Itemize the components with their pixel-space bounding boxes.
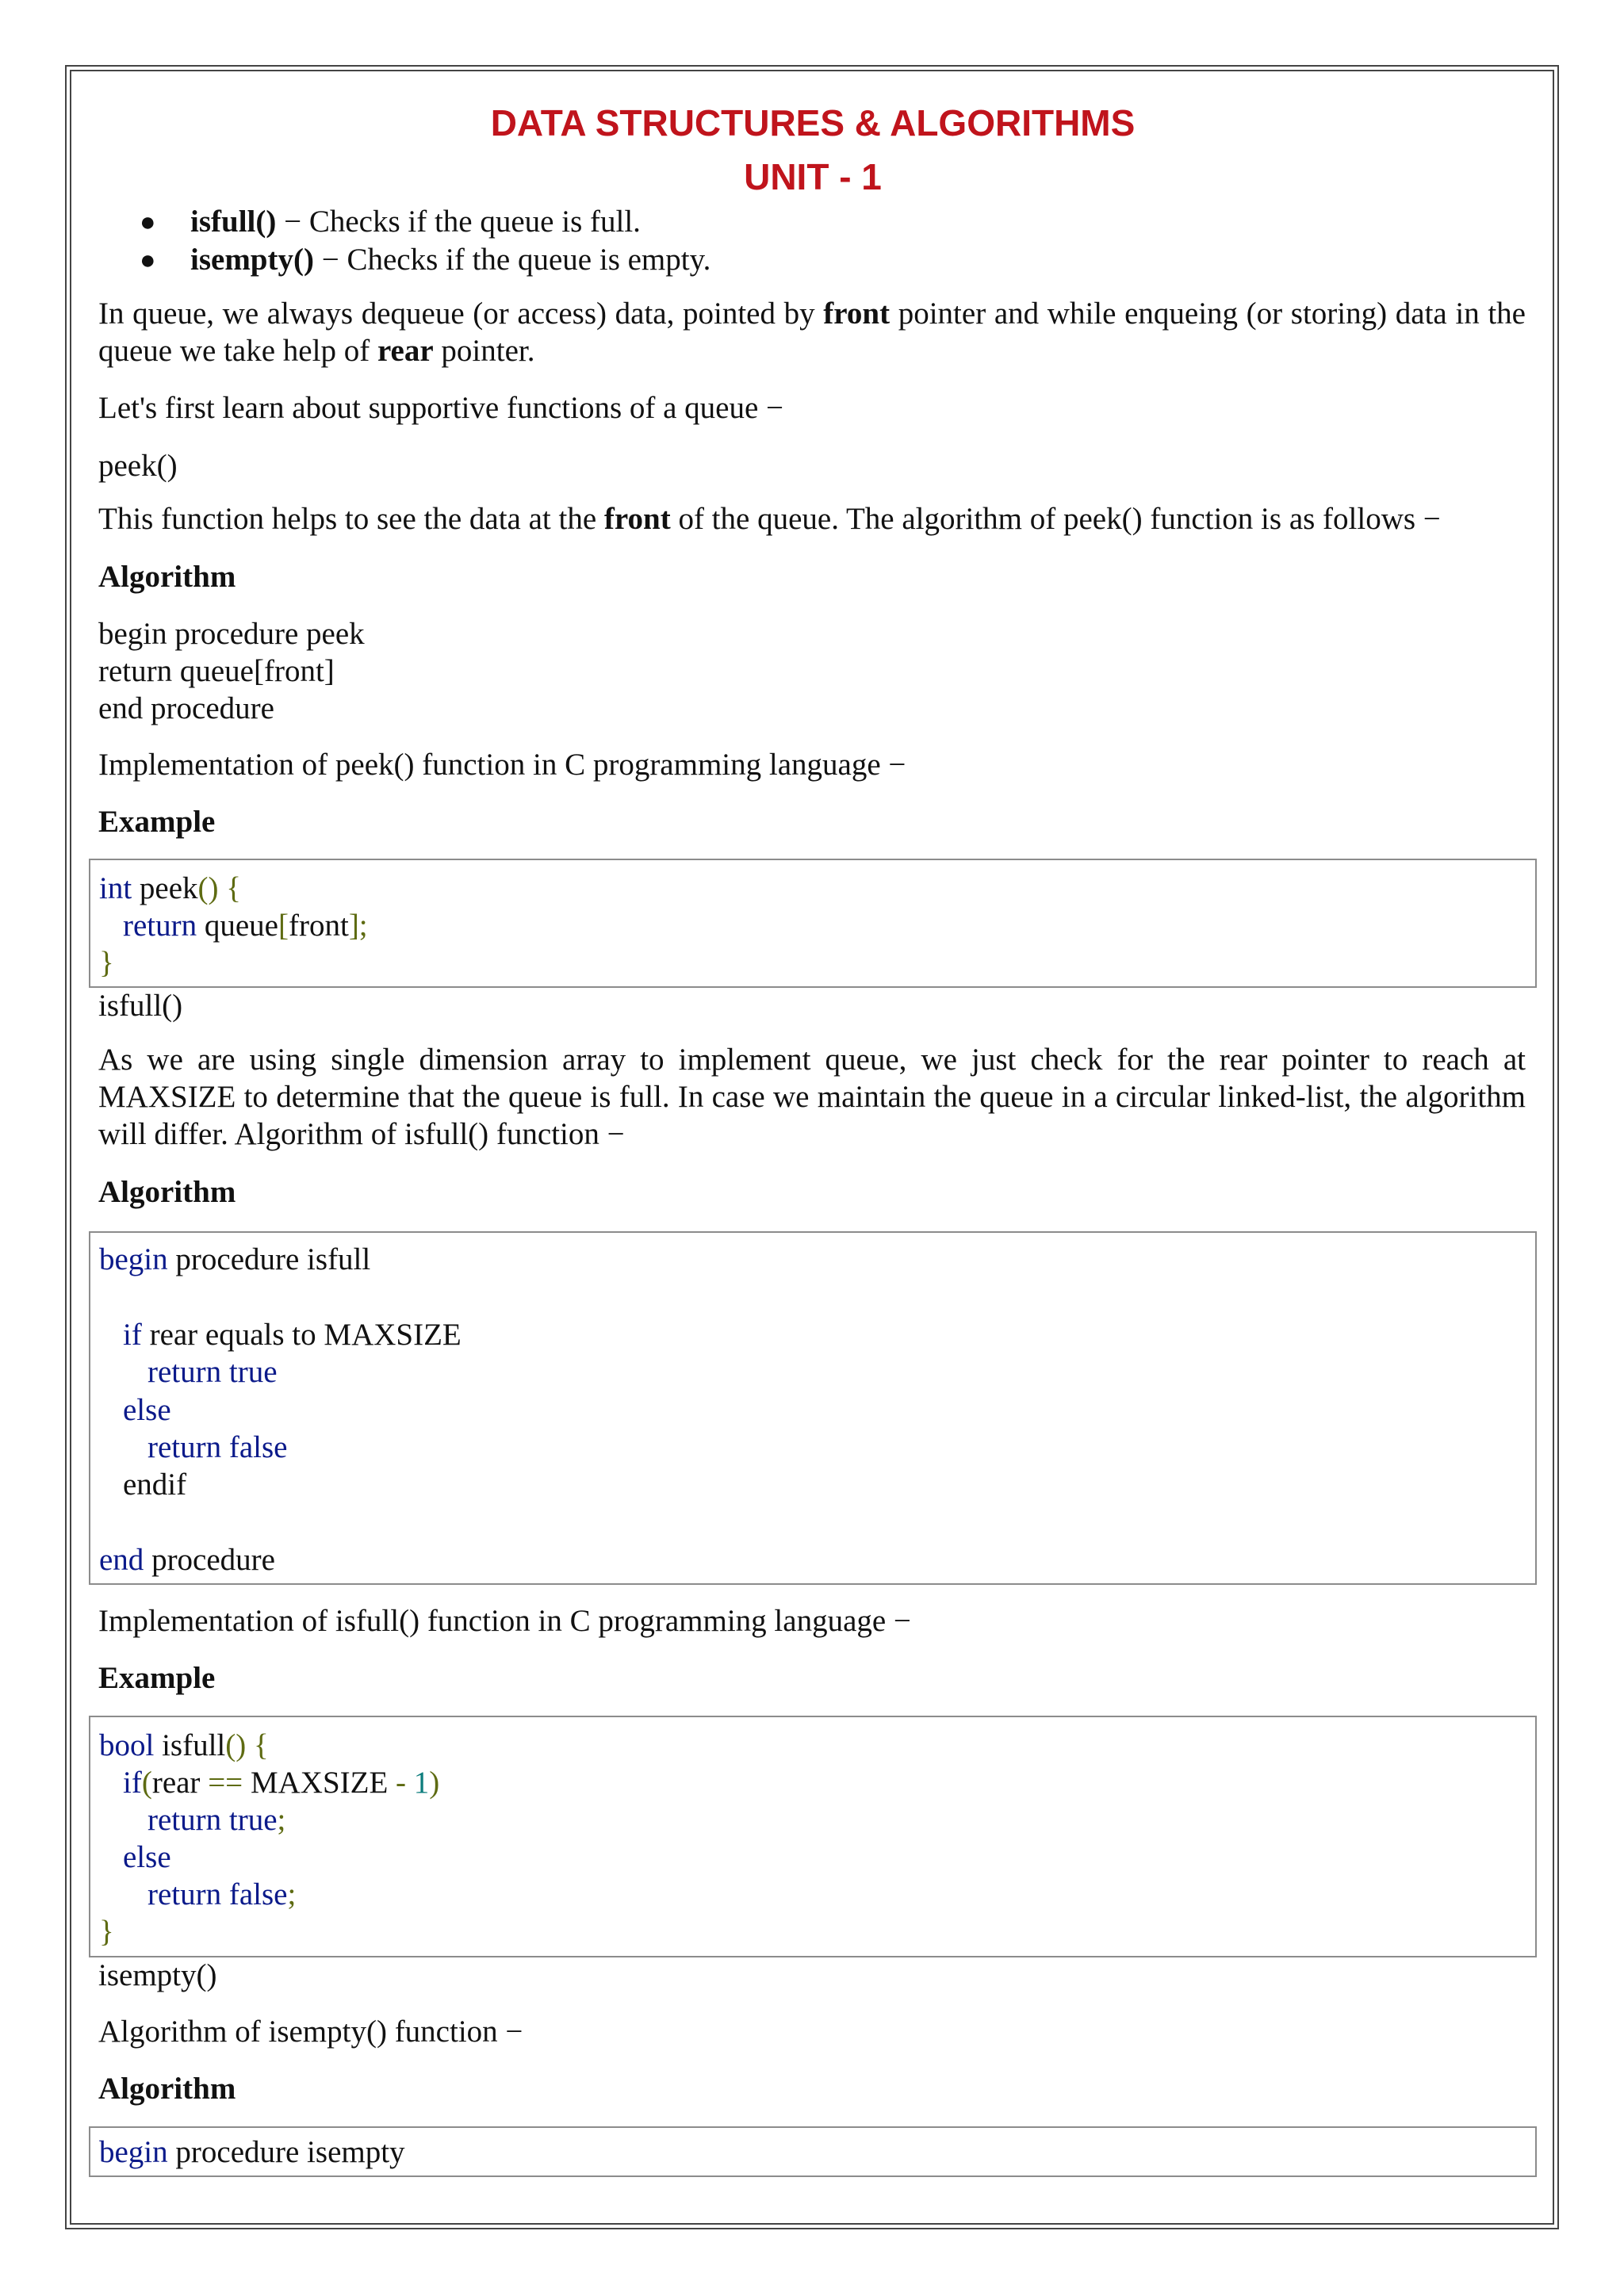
code-operator: - [396,1766,407,1800]
intro-rear: rear [377,334,434,368]
code-identifier: queue [197,909,278,943]
code-keyword: return true [147,1803,278,1837]
algorithm-label: Algorithm [98,1175,236,1209]
intro-text: pointer. [433,334,535,368]
peek-desc-text: of the queue. The algorithm of peek() function is as follows − [670,502,1441,536]
bullet-desc: − Checks if the queue is full. [276,205,641,239]
bullet-term: isempty() [190,243,314,277]
intro-text: In queue, we always dequeue (or access) data, pointed by [98,297,824,331]
code-punctuation: ]; [348,909,368,943]
code-line-6: } [99,1915,114,1949]
code-line-2 [123,907,368,944]
code-text: procedure [144,1543,275,1577]
algo-line-3: return true [147,1355,278,1389]
code-punctuation: () { [197,871,241,905]
code-operator: == [208,1766,243,1800]
peek-heading: peek() [98,449,178,483]
peek-algorithm-label [98,558,236,595]
peek-desc-text: This function helps to see the data at the [98,502,604,536]
algo-line-5: return false [147,1430,288,1464]
code-punctuation: ; [287,1877,297,1911]
code-keyword: return false [147,1877,288,1911]
code-line-1 [99,870,241,907]
code-line-1 [99,1727,269,1764]
code-line-3 [147,1801,285,1839]
isempty-algorithm-block [89,2126,1537,2177]
example-label: Example [98,1661,216,1695]
isfull-algorithm-block [89,1231,1537,1585]
code-number: 1 [406,1766,430,1800]
code-identifier: peek [132,871,198,905]
peek-example-label [98,803,215,840]
code-line-3: } [99,946,114,980]
example-label: Example [98,805,216,839]
code-identifier: rear [151,1766,209,1800]
algo-line-4: else [123,1393,171,1427]
code-keyword: end [99,1543,144,1577]
isempty-description: Algorithm of isempty() function − [98,2015,523,2049]
intro-front: front [823,297,891,331]
code-keyword: bool [99,1728,155,1762]
bullet-isempty [190,241,710,278]
peek-algo-line-3: end procedure [98,691,274,725]
isfull-code-block [89,1716,1537,1957]
code-line-2 [123,1764,439,1801]
peek-description [98,500,1441,538]
isfull-algorithm-label [98,1173,236,1211]
bullet-dot-icon: ● [140,208,156,237]
isempty-heading: isempty() [98,1958,217,1992]
bullet-isfull [190,203,641,240]
code-line-5 [147,1876,296,1913]
code-punctuation: () { [225,1728,269,1762]
code-keyword: begin [99,1242,168,1276]
algo-line-6: endif [123,1468,187,1502]
code-punctuation: [ [278,909,289,943]
code-keyword: return [123,909,197,943]
code-text: procedure isfull [167,1242,371,1276]
isfull-heading: isfull() [98,989,183,1023]
isfull-implementation-text: Implementation of isfull() function in C programming language − [98,1604,911,1638]
bullet-term: isfull() [190,205,277,239]
algorithm-label: Algorithm [98,560,236,594]
peek-algo-line-1: begin procedure peek [98,617,365,651]
isempty-algorithm-label [98,2070,236,2107]
algorithm-label: Algorithm [98,2072,236,2106]
algo-line-7 [99,1541,275,1578]
code-keyword: if [123,1318,142,1352]
peek-algo-line-2: return queue[front] [98,654,335,688]
code-line-4: else [123,1840,171,1874]
code-text: rear equals to MAXSIZE [141,1318,462,1352]
peek-desc-front: front [603,502,671,536]
code-punctuation: ) [429,1766,440,1800]
isfull-example-label [98,1659,215,1697]
code-identifier: isfull [154,1728,226,1762]
unit-title: UNIT - 1 [744,156,882,197]
page-title: DATA STRUCTURES & ALGORITHMS [490,102,1136,144]
algo-line-2 [123,1316,462,1353]
supportive-functions-text: Let's first learn about supportive functions of a queue − [98,391,784,425]
code-keyword: begin [99,2135,168,2169]
code-identifier: MAXSIZE [243,1766,396,1800]
bullet-desc: − Checks if the queue is empty. [313,243,711,277]
code-punctuation: ( [141,1766,152,1800]
intro-text: pointer and while enqueing (or storing) data in the queue we take help of [98,297,1526,368]
code-keyword: int [99,871,132,905]
bullet-dot-icon: ● [140,246,156,275]
code-punctuation: ; [277,1803,286,1837]
algo-line-1 [99,2133,405,2171]
algo-line-1 [99,1241,370,1278]
code-keyword: if [123,1766,142,1800]
peek-implementation-text: Implementation of peek() function in C programming language − [98,748,906,782]
isfull-description: As we are using single dimension array to implement queue, we just check for the rear pointer to reach at MAXSIZE to determine that the queue is full. In case we maintain the queue in a circular linked-list, the algorithm will differ. Algorithm of isfull() function − [98,1043,1526,1151]
intro-paragraph [98,295,1526,369]
code-text: procedure isempty [167,2135,405,2169]
code-identifier: front [289,909,349,943]
peek-code-block [89,859,1537,988]
